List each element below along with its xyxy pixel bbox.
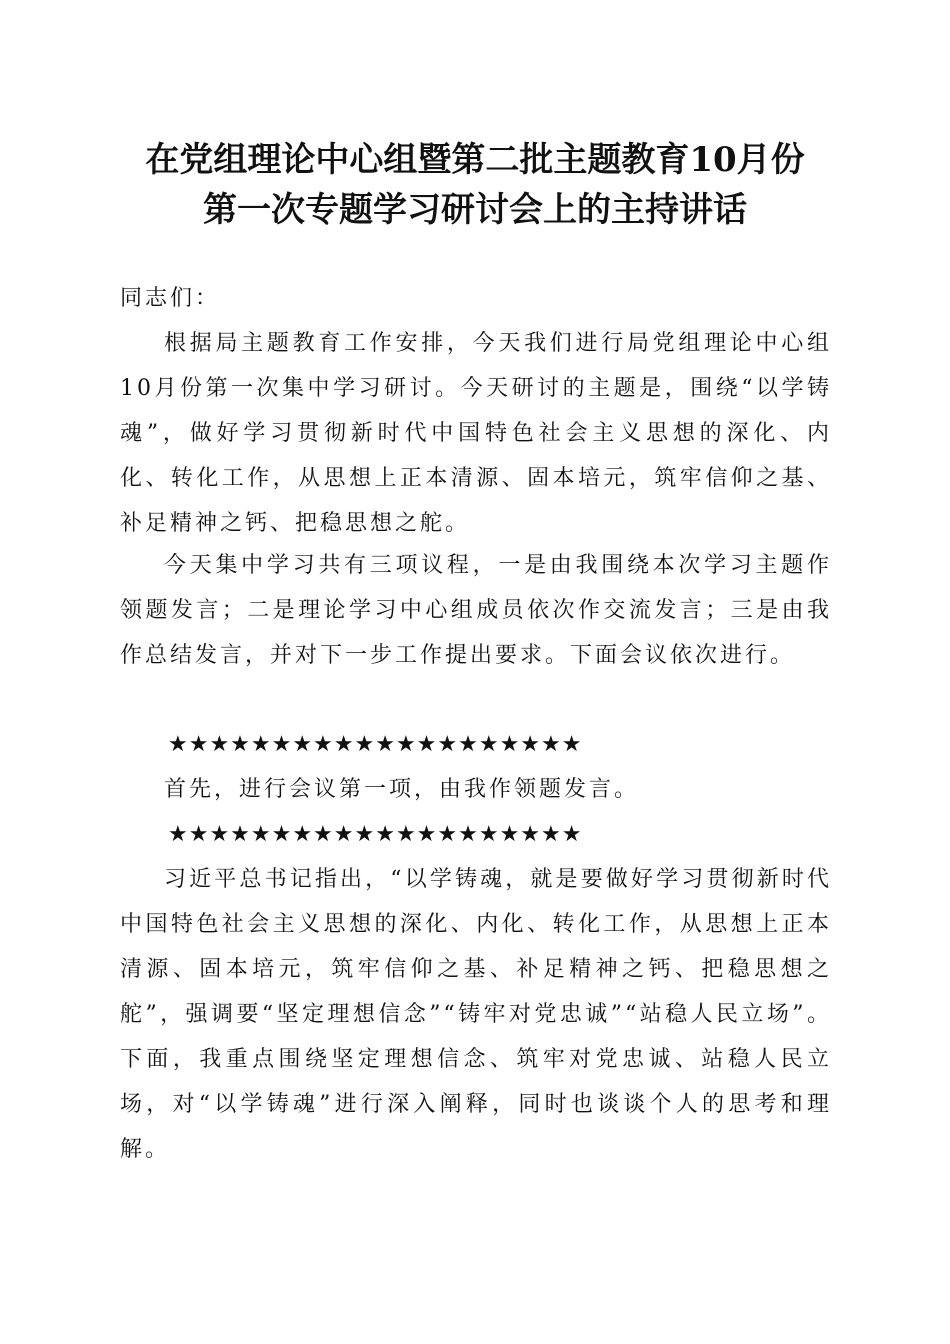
greeting-text: 同志们：: [120, 286, 221, 311]
paragraph-2-text: 今天集中学习共有三项议程，一是由我围绕本次学习主题作领题发言；二是理论学习中心组成员依次作交流发言；三是由我作总结发言，并对下一步工作提出要求。下面会议依次进行。: [120, 553, 832, 668]
paragraph-2: [120, 543, 832, 678]
stars-separator-2: ★★★★★★★★★★★★★★★★★★★★: [168, 822, 583, 847]
paragraph-3: [120, 857, 832, 1172]
paragraph-3-text: 习近平总书记指出，“以学铸魂，就是要做好学习贯彻新时代中国特色社会主义思想的深化、内化、转化工作，从思想上正本清源、固本培元，筑牢信仰之基、补足精神之钙、把稳思想之舵”，强调要“坚定理想信念”“铸牢对党忠诚”“站稳人民立场”。下面，我重点围绕坚定理想信念、筑牢对党忠诚、站稳人民立场，对“以学铸魂”进行深入阐释，同时也谈谈个人的思考和理解。: [120, 867, 832, 1162]
paragraph-1-text: 根据局主题教育工作安排，今天我们进行局党组理论中心组10月份第一次集中学习研讨。今天研讨的主题是，围绕“以学铸魂”，做好学习贯彻新时代中国特色社会主义思想的深化、内化、转化工作，从思想上正本清源、固本培元，筑牢信仰之基、补足精神之钙、把稳思想之舵。: [120, 331, 832, 536]
first-item-text: 首先，进行会议第一项，由我作领题发言。: [164, 777, 640, 802]
first-item: [120, 767, 832, 812]
stars-separator-1: ★★★★★★★★★★★★★★★★★★★★: [168, 732, 583, 757]
greeting: [120, 276, 832, 321]
paragraph-1: [120, 321, 832, 546]
document-title-line-1: 在党组理论中心组暨第二批主题教育10月份: [145, 140, 805, 180]
document-title-line-2: 第一次专题学习研讨会上的主持讲话: [203, 190, 747, 230]
